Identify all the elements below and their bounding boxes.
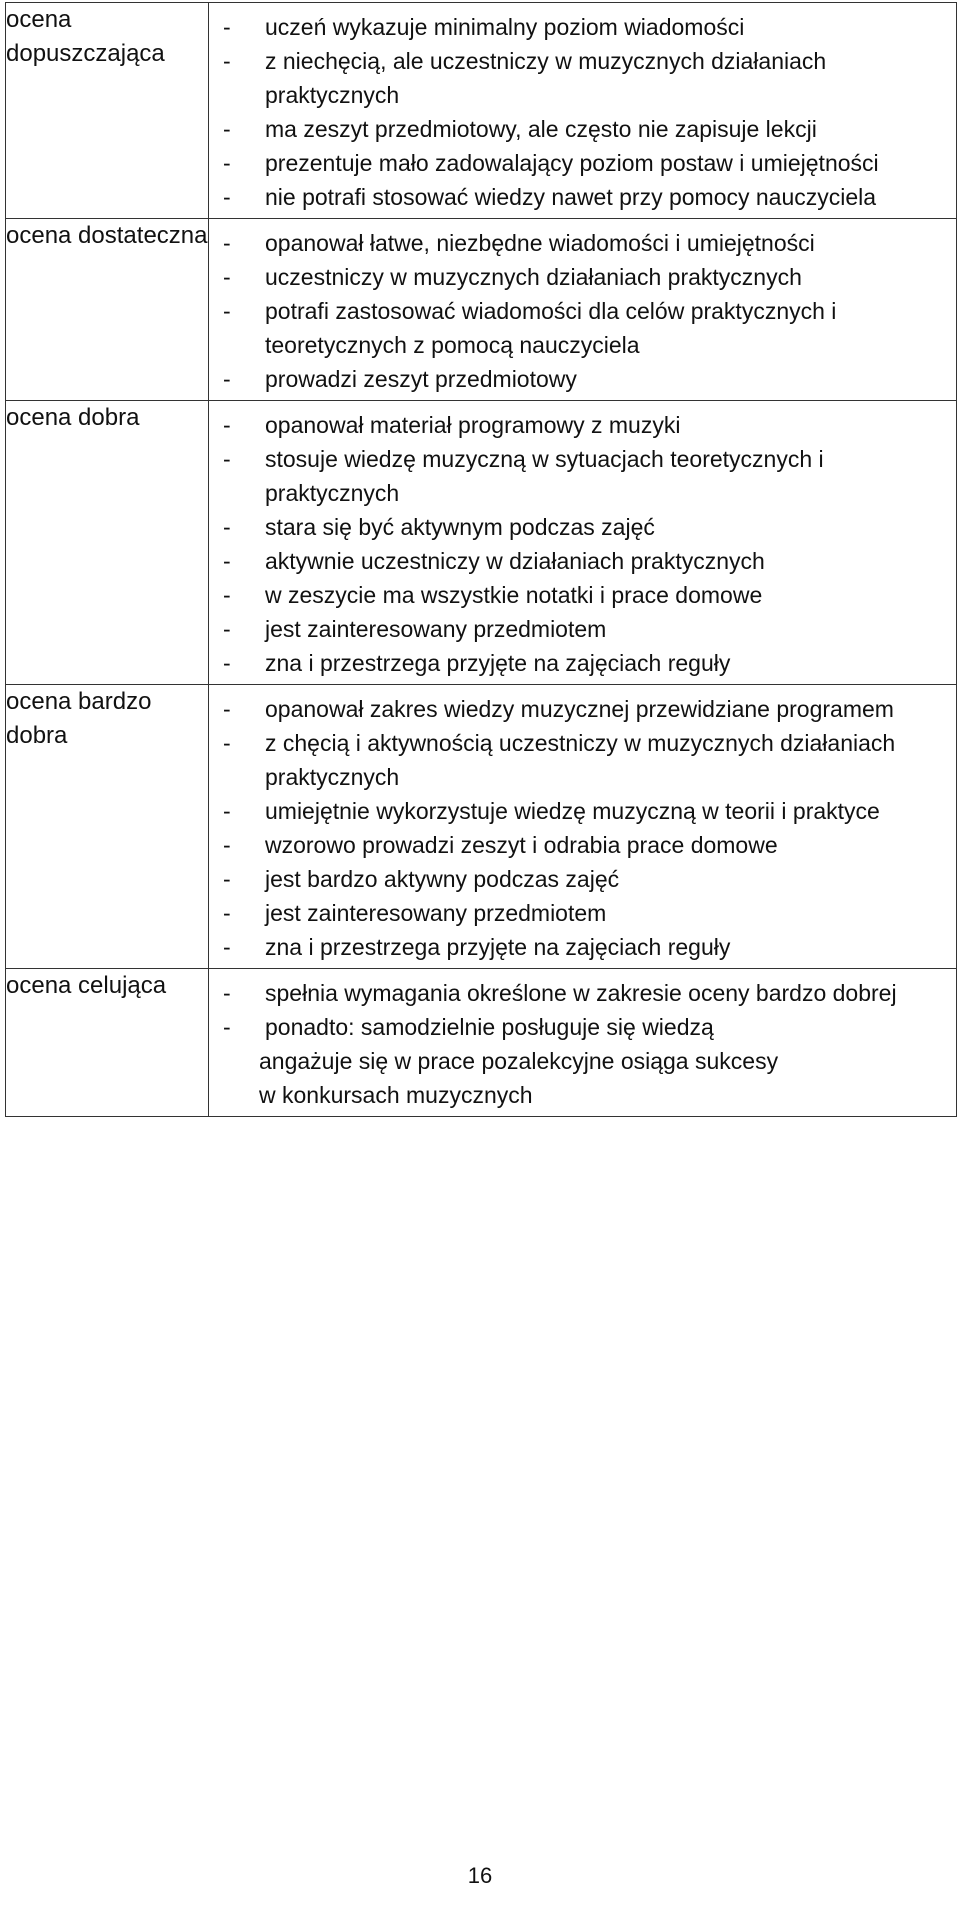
list-item: - jest bardzo aktywny podczas zajęć [223,866,620,892]
list-item: - prezentuje mało zadowalający poziom postaw i umiejętności [223,150,879,176]
page-number: 16 [467,1863,493,1888]
list-item-continuation: angażuje się w prace pozalekcyjne osiąga sukcesy [259,1048,779,1074]
requirements-list [209,3,956,218]
grade-label: ocena dostateczna [6,219,209,401]
grade-label: ocena celująca [6,969,209,1117]
list-item: - prowadzi zeszyt przedmiotowy [223,366,577,392]
requirements-cell [209,219,957,401]
list-item: - nie potrafi stosować wiedzy nawet przy pomocy nauczyciela [223,184,877,210]
list-item: - potrafi zastosować wiadomości dla celów praktycznych i teoretycznych z pomocą nauczyciela [223,298,837,358]
grade-label: ocena bardzo dobra [6,685,209,969]
list-item: - ponadto: samodzielnie posługuje się wiedzą [223,1014,714,1040]
list-item: - w zeszycie ma wszystkie notatki i prace domowe [223,582,763,608]
requirements-list [209,401,956,684]
list-item: - uczeń wykazuje minimalny poziom wiadomości [223,14,745,40]
list-item: - umiejętnie wykorzystuje wiedzę muzyczną w teorii i praktyce [223,798,880,824]
list-item: - ma zeszyt przedmiotowy, ale często nie zapisuje lekcji [223,116,817,142]
table-row [6,969,957,1117]
list-item: - opanował materiał programowy z muzyki [223,412,681,438]
list-item: - wzorowo prowadzi zeszyt i odrabia prace domowe [223,832,778,858]
list-item: - spełnia wymagania określone w zakresie oceny bardzo dobrej [223,980,897,1006]
list-item: - uczestniczy w muzycznych działaniach praktycznych [223,264,802,290]
list-item-continuation: w konkursach muzycznych [259,1082,533,1108]
list-item: - stara się być aktywnym podczas zajęć [223,514,655,540]
requirements-cell [209,969,957,1117]
requirements-list [209,685,956,968]
table-row [6,3,957,219]
list-item: - z niechęcią, ale uczestniczy w muzycznych działaniach praktycznych [223,48,827,108]
list-item: - opanował łatwe, niezbędne wiadomości i umiejętności [223,230,815,256]
list-item: - jest zainteresowany przedmiotem [223,900,607,926]
table-row [6,219,957,401]
list-item: - jest zainteresowany przedmiotem [223,616,607,642]
requirements-cell [209,3,957,219]
list-item: - stosuje wiedzę muzyczną w sytuacjach teoretycznych i praktycznych [223,446,824,506]
list-item: - z chęcią i aktywnością uczestniczy w muzycznych działaniach praktycznych [223,730,896,790]
list-item: - zna i przestrzega przyjęte na zajęciach reguły [223,934,731,960]
requirements-list [209,969,956,1116]
requirements-cell [209,401,957,685]
grade-label: ocena dobra [6,401,209,685]
list-item: - aktywnie uczestniczy w działaniach praktycznych [223,548,765,574]
grade-requirements-table [5,2,957,1117]
table-row [6,401,957,685]
list-item: - opanował zakres wiedzy muzycznej przewidziane programem [223,696,894,722]
requirements-cell [209,685,957,969]
table-row [6,685,957,969]
grade-label: ocena dopuszczająca [6,3,209,219]
requirements-list [209,219,956,400]
list-item: - zna i przestrzega przyjęte na zajęciach reguły [223,650,731,676]
